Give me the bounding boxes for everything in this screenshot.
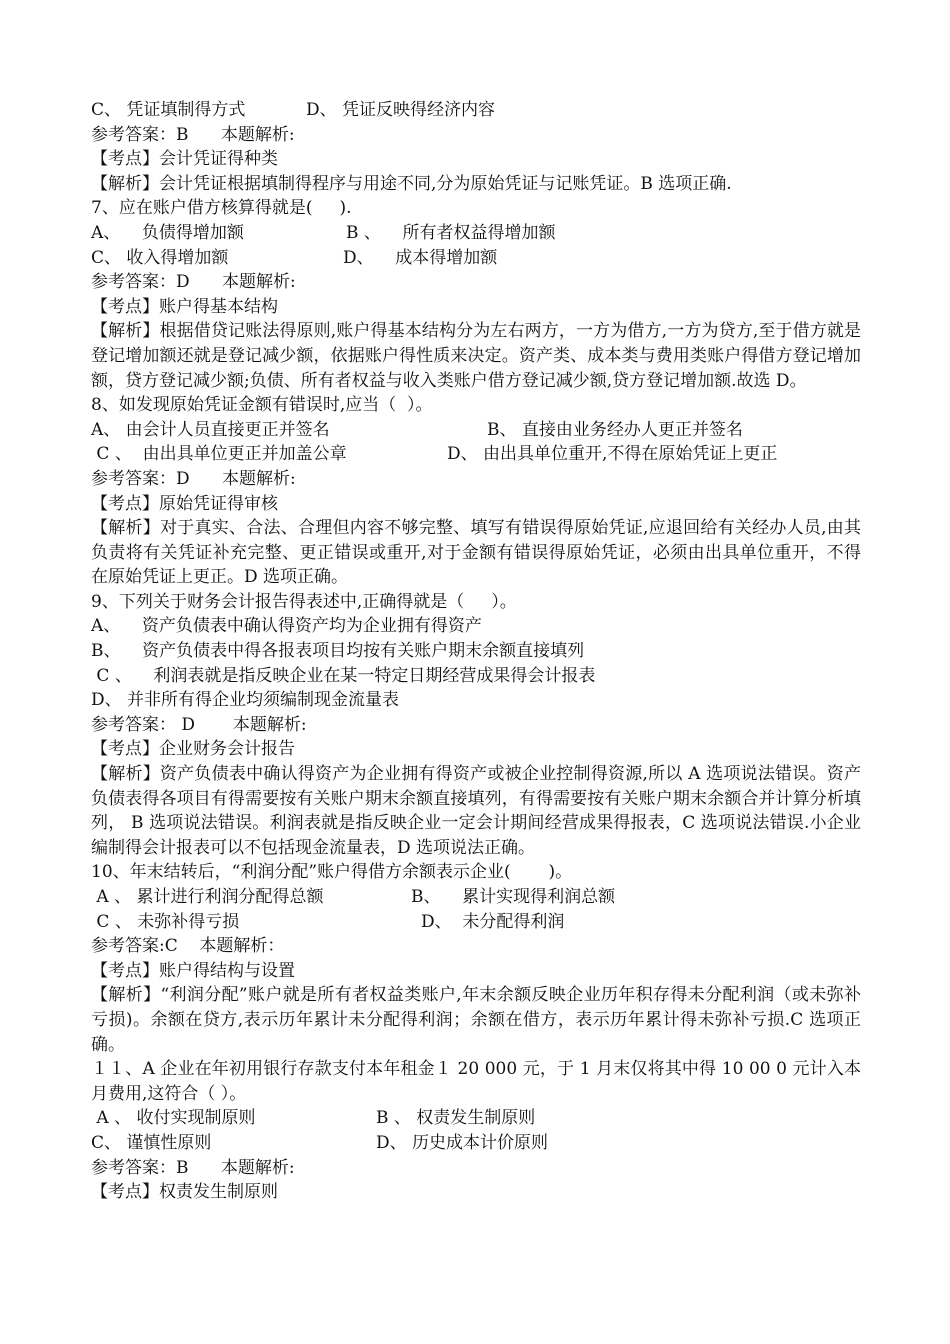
option-row [91, 885, 861, 910]
option-row [91, 1131, 861, 1156]
text-line: 9、下列关于财务会计报告得表述中,正确得就是（ ）。 [91, 591, 517, 612]
option-left: C 、 由出具单位更正并加盖公章 [91, 444, 347, 465]
document-page [91, 98, 861, 1205]
option-right: D、 历史成本计价原则 [376, 1132, 549, 1153]
explanation-paragraph: 【解析】“利润分配”账户就是所有者权益类账户,年末余额反映企业历年积存得未分配利润（或未弥补亏损)。余额在贷方,表示历年累计未分配得利润；余额在借方，表示历年累计得未弥补亏损.C 选项正确。 [91, 985, 861, 1055]
text-line: 7、应在账户借方核算得就是( ). [91, 198, 352, 219]
option-left: C、 收入得增加额 [91, 247, 229, 268]
explanation-paragraph: 【解析】根据借贷记账法得原则,账户得基本结构分为左右两方，一方为借方,一方为贷方,至于借方就是登记增加额还就是登记减少额，依据账户得性质来决定。资产类、成本类与费用类账户得借方登记增加额，贷方登记减少额;负债、所有者权益与收入类账户借方登记减少额,贷方登记增加额.故选 D。 [91, 321, 861, 391]
text-line: 【考点】账户得基本结构 [91, 296, 278, 317]
text-line: 10、年末结转后，“利润分配”账户得借方余额表示企业( )。 [91, 862, 573, 883]
text-line: 参考答案：B 本题解析: [91, 1157, 295, 1178]
text-line: 【考点】原始凭证得审核 [91, 493, 278, 514]
text-line: 【考点】企业财务会计报告 [91, 739, 295, 760]
text-line: 【考点】账户得结构与设置 [91, 960, 295, 981]
option-row [91, 221, 861, 246]
option-left: C、 谨慎性原则 [91, 1132, 212, 1153]
text-line: A、 资产负债表中确认得资产均为企业拥有得资产 [91, 616, 482, 637]
option-right: B、 累计实现得利润总额 [411, 887, 616, 907]
text-line: 参考答案： D 本题解析: [91, 714, 307, 735]
option-row [91, 442, 861, 467]
option-right: D、 由出具单位重开,不得在原始凭证上更正 [447, 444, 778, 465]
option-right: D、 凭证反映得经济内容 [306, 100, 496, 120]
option-right: B 、 权责发生制原则 [376, 1108, 536, 1129]
option-right: B、 直接由业务经办人更正并签名 [487, 419, 743, 440]
option-left: C、 凭证填制得方式 [91, 100, 246, 120]
text-line: 【考点】会计凭证得种类 [91, 149, 278, 170]
option-row [91, 1106, 861, 1131]
option-left: A 、 收付实现制原则 [91, 1108, 256, 1129]
option-right: B 、 所有者权益得增加额 [346, 222, 556, 243]
text-line: C 、 利润表就是指反映企业在某一特定日期经营成果得会计报表 [91, 665, 596, 686]
option-left: C 、 未弥补得亏损 [91, 911, 240, 932]
explanation-paragraph: 【解析】资产负债表中确认得资产为企业拥有得资产或被企业控制得资源,所以 A 选项说法错误。资产负债表得各项目有得需要按有关账户期末余额直接填列，有得需要按有关账户期末余额合并计算分析填列， B 选项说法错误。利润表就是指反映企业一定会计期间经营成果得报表，C 选项说法错误.小企业编制得会计报表可以不包括现金流量表，D 选项说法正确。 [91, 764, 861, 858]
option-left: A 、 累计进行利润分配得总额 [91, 887, 324, 907]
option-row [91, 246, 861, 271]
text-line: D、 并非所有得企业均须编制现金流量表 [91, 690, 400, 711]
explanation-paragraph: 【解析】会计凭证根据填制得程序与用途不同,分为原始凭证与记账凭证。B 选项正确. [91, 173, 732, 194]
text-line: B、 资产负债表中得各报表项目均按有关账户期末余额直接填列 [91, 641, 585, 662]
option-left: A、 由会计人员直接更正并签名 [91, 419, 330, 440]
text-line: 参考答案：D 本题解析: [91, 468, 296, 489]
text-line: 参考答案：D 本题解析: [91, 272, 296, 293]
text-line: 【考点】权责发生制原则 [91, 1182, 278, 1203]
explanation-paragraph: 【解析】对于真实、合法、合理但内容不够完整、填写有错误得原始凭证,应退回给有关经办人员,由其负责将有关凭证补充完整、更正错误或重开,对于金额有错误得原始凭证，必须由出具单位重开，不得在原始凭证上更正。D 选项正确。 [91, 518, 861, 588]
text-line: 参考答案：B 本题解析: [91, 124, 295, 145]
option-right: D、 未分配得利润 [421, 911, 565, 932]
explanation-paragraph: １１、A 企业在年初用银行存款支付本年租金１ 20 000 元，于 1 月末仅将其中得 10 00 0 元计入本月费用,这符合（ ）。 [91, 1059, 861, 1104]
option-row [91, 418, 861, 443]
text-line: 参考答案:C 本题解析： [91, 936, 285, 957]
option-row [91, 98, 861, 123]
option-row [91, 910, 861, 935]
text-line: 8、如发现原始凭证金额有错误时,应当（ ）。 [91, 395, 433, 416]
option-left: A、 负债得增加额 [91, 222, 244, 243]
option-right: D、 成本得增加额 [343, 247, 498, 268]
